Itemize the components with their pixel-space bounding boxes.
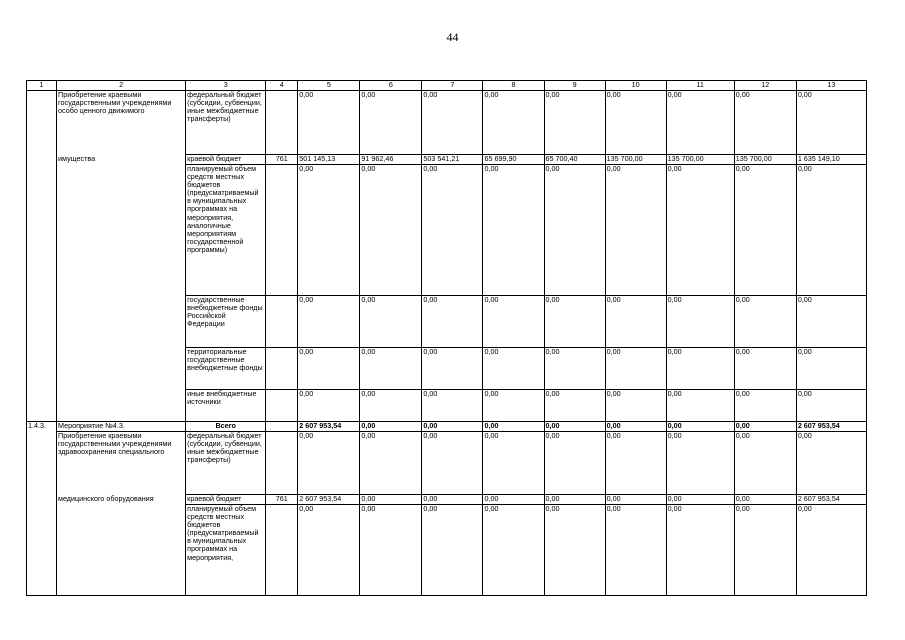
value-cell: 0,00 xyxy=(734,348,796,390)
value-cell: 0,00 xyxy=(666,348,734,390)
column-header: 8 xyxy=(483,81,544,91)
value-cell: 0,00 xyxy=(666,505,734,596)
value-cell: 0,00 xyxy=(360,505,422,596)
value-cell: 0,00 xyxy=(734,296,796,348)
table-row-total xyxy=(27,422,867,432)
value-cell: 0,00 xyxy=(734,505,796,596)
value-cell: 0,00 xyxy=(605,495,666,505)
value-cell: 0,00 xyxy=(666,390,734,422)
column-header: 2 xyxy=(57,81,186,91)
value-cell: 0,00 xyxy=(422,432,483,495)
table-row xyxy=(27,432,867,495)
value-cell: 0,00 xyxy=(298,348,360,390)
total-value-cell: 0,00 xyxy=(734,422,796,432)
value-cell: 0,00 xyxy=(483,348,544,390)
budget-code-cell xyxy=(266,505,298,596)
value-cell: 0,00 xyxy=(360,348,422,390)
value-cell: 0,00 xyxy=(422,348,483,390)
column-header: 11 xyxy=(666,81,734,91)
value-cell: 0,00 xyxy=(544,91,605,155)
value-cell: 0,00 xyxy=(605,348,666,390)
total-value-cell: 2 607 953,54 xyxy=(298,422,360,432)
value-cell: 0,00 xyxy=(544,296,605,348)
value-cell: 0,00 xyxy=(734,390,796,422)
value-cell: 0,00 xyxy=(544,495,605,505)
funding-source-cell: краевой бюджет xyxy=(186,155,266,165)
value-cell: 0,00 xyxy=(483,296,544,348)
value-cell: 0,00 xyxy=(544,390,605,422)
value-cell: 0,00 xyxy=(605,296,666,348)
budget-code-cell xyxy=(266,91,298,155)
total-value-cell: 0,00 xyxy=(544,422,605,432)
value-cell: 0,00 xyxy=(605,390,666,422)
budget-code-cell: 761 xyxy=(266,155,298,165)
value-cell: 0,00 xyxy=(360,495,422,505)
value-cell: 0,00 xyxy=(544,505,605,596)
value-cell: 501 145,13 xyxy=(298,155,360,165)
budget-code-cell xyxy=(266,348,298,390)
total-value-cell: 2 607 953,54 xyxy=(796,422,866,432)
value-cell: 0,00 xyxy=(360,296,422,348)
value-cell: 2 607 953,54 xyxy=(796,495,866,505)
column-number-row xyxy=(27,81,867,91)
value-cell: 91 962,46 xyxy=(360,155,422,165)
value-cell: 0,00 xyxy=(360,165,422,296)
column-header: 4 xyxy=(266,81,298,91)
value-cell: 0,00 xyxy=(734,165,796,296)
column-header: 7 xyxy=(422,81,483,91)
column-header: 6 xyxy=(360,81,422,91)
value-cell: 0,00 xyxy=(422,390,483,422)
table-row xyxy=(27,495,867,505)
item-number-cell: 1.4.3. xyxy=(27,422,57,596)
budget-code-cell xyxy=(266,390,298,422)
page-number: 44 xyxy=(446,30,459,44)
column-header: 5 xyxy=(298,81,360,91)
column-header: 9 xyxy=(544,81,605,91)
funding-source-cell: государственные внебюджетные фонды Российской Федерации xyxy=(186,296,266,348)
budget-code-cell xyxy=(266,165,298,296)
value-cell: 0,00 xyxy=(544,165,605,296)
value-cell: 0,00 xyxy=(666,91,734,155)
value-cell: 0,00 xyxy=(298,432,360,495)
value-cell: 0,00 xyxy=(796,348,866,390)
funding-source-cell: планируемый объем средств местных бюджетов (предусматриваемый в муниципальных программах на мероприятия, xyxy=(186,505,266,596)
value-cell: 0,00 xyxy=(605,505,666,596)
value-cell: 0,00 xyxy=(298,165,360,296)
item-name-cell: имущества xyxy=(57,155,186,422)
value-cell: 0,00 xyxy=(734,91,796,155)
value-cell: 0,00 xyxy=(298,296,360,348)
total-label-cell: Всего xyxy=(186,422,266,432)
funding-source-cell: планируемый объем средств местных бюджетов (предусматриваемый в муниципальных программах на мероприятия, аналогичные мероприятиям государственной программы) xyxy=(186,165,266,296)
value-cell: 0,00 xyxy=(734,432,796,495)
budget-code-cell xyxy=(266,422,298,432)
value-cell: 0,00 xyxy=(422,495,483,505)
value-cell: 0,00 xyxy=(298,91,360,155)
value-cell: 0,00 xyxy=(605,432,666,495)
column-header: 1 xyxy=(27,81,57,91)
table-row xyxy=(27,155,867,165)
value-cell: 135 700,00 xyxy=(666,155,734,165)
value-cell: 2 607 953,54 xyxy=(298,495,360,505)
value-cell: 1 635 149,10 xyxy=(796,155,866,165)
budget-table xyxy=(26,80,867,596)
value-cell: 0,00 xyxy=(483,390,544,422)
value-cell: 135 700,00 xyxy=(734,155,796,165)
value-cell: 0,00 xyxy=(422,91,483,155)
value-cell: 0,00 xyxy=(666,495,734,505)
item-name-cell: медицинского оборудования xyxy=(57,495,186,596)
value-cell: 0,00 xyxy=(483,165,544,296)
column-header: 12 xyxy=(734,81,796,91)
value-cell: 0,00 xyxy=(422,165,483,296)
budget-code-cell xyxy=(266,432,298,495)
funding-source-cell: иные внебюджетные источники xyxy=(186,390,266,422)
column-header: 10 xyxy=(605,81,666,91)
value-cell: 0,00 xyxy=(796,432,866,495)
funding-source-cell: краевой бюджет xyxy=(186,495,266,505)
value-cell: 0,00 xyxy=(796,390,866,422)
value-cell: 0,00 xyxy=(483,432,544,495)
total-value-cell: 0,00 xyxy=(666,422,734,432)
total-value-cell: 0,00 xyxy=(422,422,483,432)
budget-code-cell: 761 xyxy=(266,495,298,505)
total-value-cell: 0,00 xyxy=(483,422,544,432)
value-cell: 0,00 xyxy=(483,495,544,505)
value-cell: 0,00 xyxy=(796,165,866,296)
item-number-cell xyxy=(27,91,57,422)
value-cell: 0,00 xyxy=(734,495,796,505)
value-cell: 0,00 xyxy=(360,432,422,495)
column-header: 13 xyxy=(796,81,866,91)
value-cell: 0,00 xyxy=(666,296,734,348)
value-cell: 0,00 xyxy=(360,390,422,422)
value-cell: 0,00 xyxy=(544,432,605,495)
value-cell: 0,00 xyxy=(666,165,734,296)
value-cell: 135 700,00 xyxy=(605,155,666,165)
column-header: 3 xyxy=(186,81,266,91)
value-cell: 0,00 xyxy=(796,91,866,155)
value-cell: 0,00 xyxy=(605,91,666,155)
funding-source-cell: территориальные государственные внебюджетные фонды xyxy=(186,348,266,390)
value-cell: 65 699,90 xyxy=(483,155,544,165)
table-row xyxy=(27,91,867,155)
value-cell: 0,00 xyxy=(298,505,360,596)
value-cell: 0,00 xyxy=(483,91,544,155)
item-name-cell: Приобретение краевыми государственными учреждениями особо ценного движимого xyxy=(57,91,186,155)
value-cell: 0,00 xyxy=(483,505,544,596)
value-cell: 65 700,40 xyxy=(544,155,605,165)
total-value-cell: 0,00 xyxy=(360,422,422,432)
value-cell: 0,00 xyxy=(422,505,483,596)
item-title-cell: Мероприятие №4.3. xyxy=(57,422,186,432)
value-cell: 0,00 xyxy=(544,348,605,390)
value-cell: 0,00 xyxy=(422,296,483,348)
value-cell: 503 541,21 xyxy=(422,155,483,165)
funding-source-cell: федеральный бюджет (субсидии, субвенции, иные межбюджетные трансферты) xyxy=(186,91,266,155)
funding-source-cell: федеральный бюджет (субсидии, субвенции, иные межбюджетные трансферты) xyxy=(186,432,266,495)
value-cell: 0,00 xyxy=(796,505,866,596)
value-cell: 0,00 xyxy=(298,390,360,422)
value-cell: 0,00 xyxy=(605,165,666,296)
budget-code-cell xyxy=(266,296,298,348)
total-value-cell: 0,00 xyxy=(605,422,666,432)
value-cell: 0,00 xyxy=(796,296,866,348)
item-name-cell: Приобретение краевыми государственными учреждениями здравоохранения специального xyxy=(57,432,186,495)
value-cell: 0,00 xyxy=(360,91,422,155)
value-cell: 0,00 xyxy=(666,432,734,495)
